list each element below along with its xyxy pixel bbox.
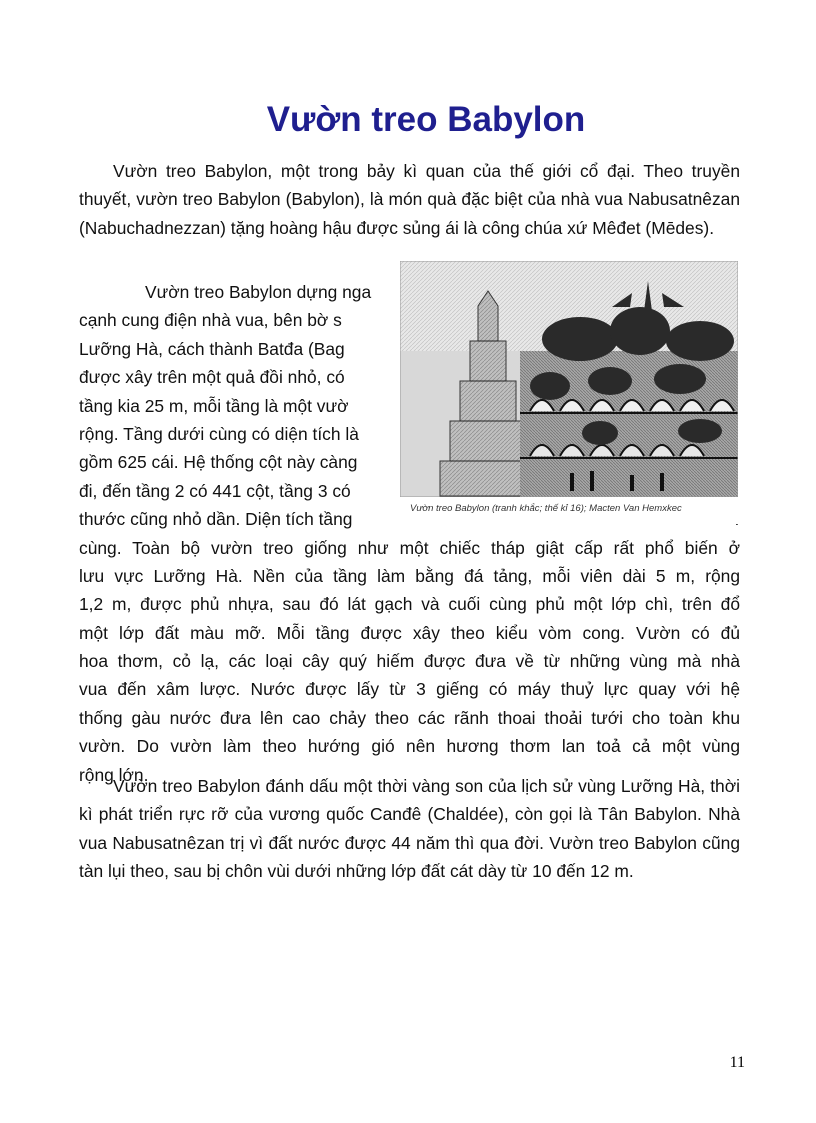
- text-line: rộng lớn.: [79, 764, 149, 785]
- text-line: một lớp đất màu mỡ. Mỗi tầng được xây theo kiểu vòm cong. Vườn có đủ: [79, 622, 740, 643]
- text-line: vua đến xâm lược. Nước được lấy từ 3 giếng có máy thuỷ lực quay với hệ: [79, 679, 740, 700]
- text-line: được xây trên một quả đồi nhỏ, có: [79, 367, 345, 388]
- text-line: cạnh cung điện nhà vua, bên bờ s: [79, 310, 342, 331]
- text-line: vườn. Do vườn làm theo hướng gió nên hương thơm lan toả cả một vùng: [79, 736, 740, 757]
- text-line: đi, đến tầng 2 có 441 cột, tầng 3 có: [79, 480, 351, 501]
- paragraph-intro: Vườn treo Babylon, một trong bảy kì quan của thế giới cổ đại. Theo truyền thuyết, vườn treo Babylon (Babylon), là món quà đặc biệt của nhà vua Nabusatnêzan (Nabuchadnezzan) tặng hoàng hậu được sủng ái là công chúa xứ Mêđet (Mēdes).: [79, 161, 740, 238]
- figure-caption: Vườn treo Babylon (tranh khắc; thế kỉ 16); Macten Van Hemxkec: [410, 503, 682, 514]
- text-line: lưu vực Lưỡng Hà. Nền của tầng làm bằng đá tảng, mỗi viên dài 5 m, rộng: [79, 565, 740, 586]
- text-line: tầng kia 25 m, mỗi tầng là một vườ: [79, 395, 349, 416]
- text-line: Vườn treo Babylon dựng nga: [145, 282, 372, 302]
- text-line: gồm 625 cái. Hệ thống cột này càng: [79, 452, 358, 473]
- text-line: cùng. Toàn bộ vườn treo giống như một chiếc tháp giật cấp rất phổ biến ở: [79, 537, 740, 558]
- text-line: Lưỡng Hà, cách thành Batđa (Bag: [79, 338, 345, 359]
- text-line: thống gàu nước đưa lên cao chảy theo các rãnh thoai thoải tưới cho toàn khu: [79, 707, 740, 728]
- text-line: [79, 505, 401, 533]
- page-title: Vườn treo Babylon: [266, 100, 586, 139]
- engraving-figure: [400, 261, 738, 524]
- text-line: 1,2 m, được phủ nhựa, sau đó lát gạch và cuối cùng phủ một lớp chì, trên đổ: [79, 594, 740, 615]
- paragraph-conclusion: Vườn treo Babylon đánh dấu một thời vàng son của lịch sử vùng Lưỡng Hà, thời kì phát triển rực rỡ của vương quốc Canđê (Chaldée), còn gọi là Tân Babylon. Nhà vua Nabusatnêzan trị vì đất nước được 44 năm thì qua đời. Vườn treo Babylon cũng tàn lụi theo, sau bị chôn vùi dưới những lớp đất cát dày từ 10 đến 12 m.: [79, 776, 740, 882]
- text-line: hoa thơm, cỏ lạ, các loại cây quý hiếm được đưa về từ những vùng mà nhà: [79, 651, 740, 672]
- page-number: 11: [729, 1054, 745, 1071]
- text-line: rộng. Tầng dưới cùng có diện tích là: [79, 423, 359, 444]
- engraving-image: [400, 261, 738, 497]
- text-line-start: thước cũng nhỏ dần. Diện tích tầng: [79, 509, 353, 530]
